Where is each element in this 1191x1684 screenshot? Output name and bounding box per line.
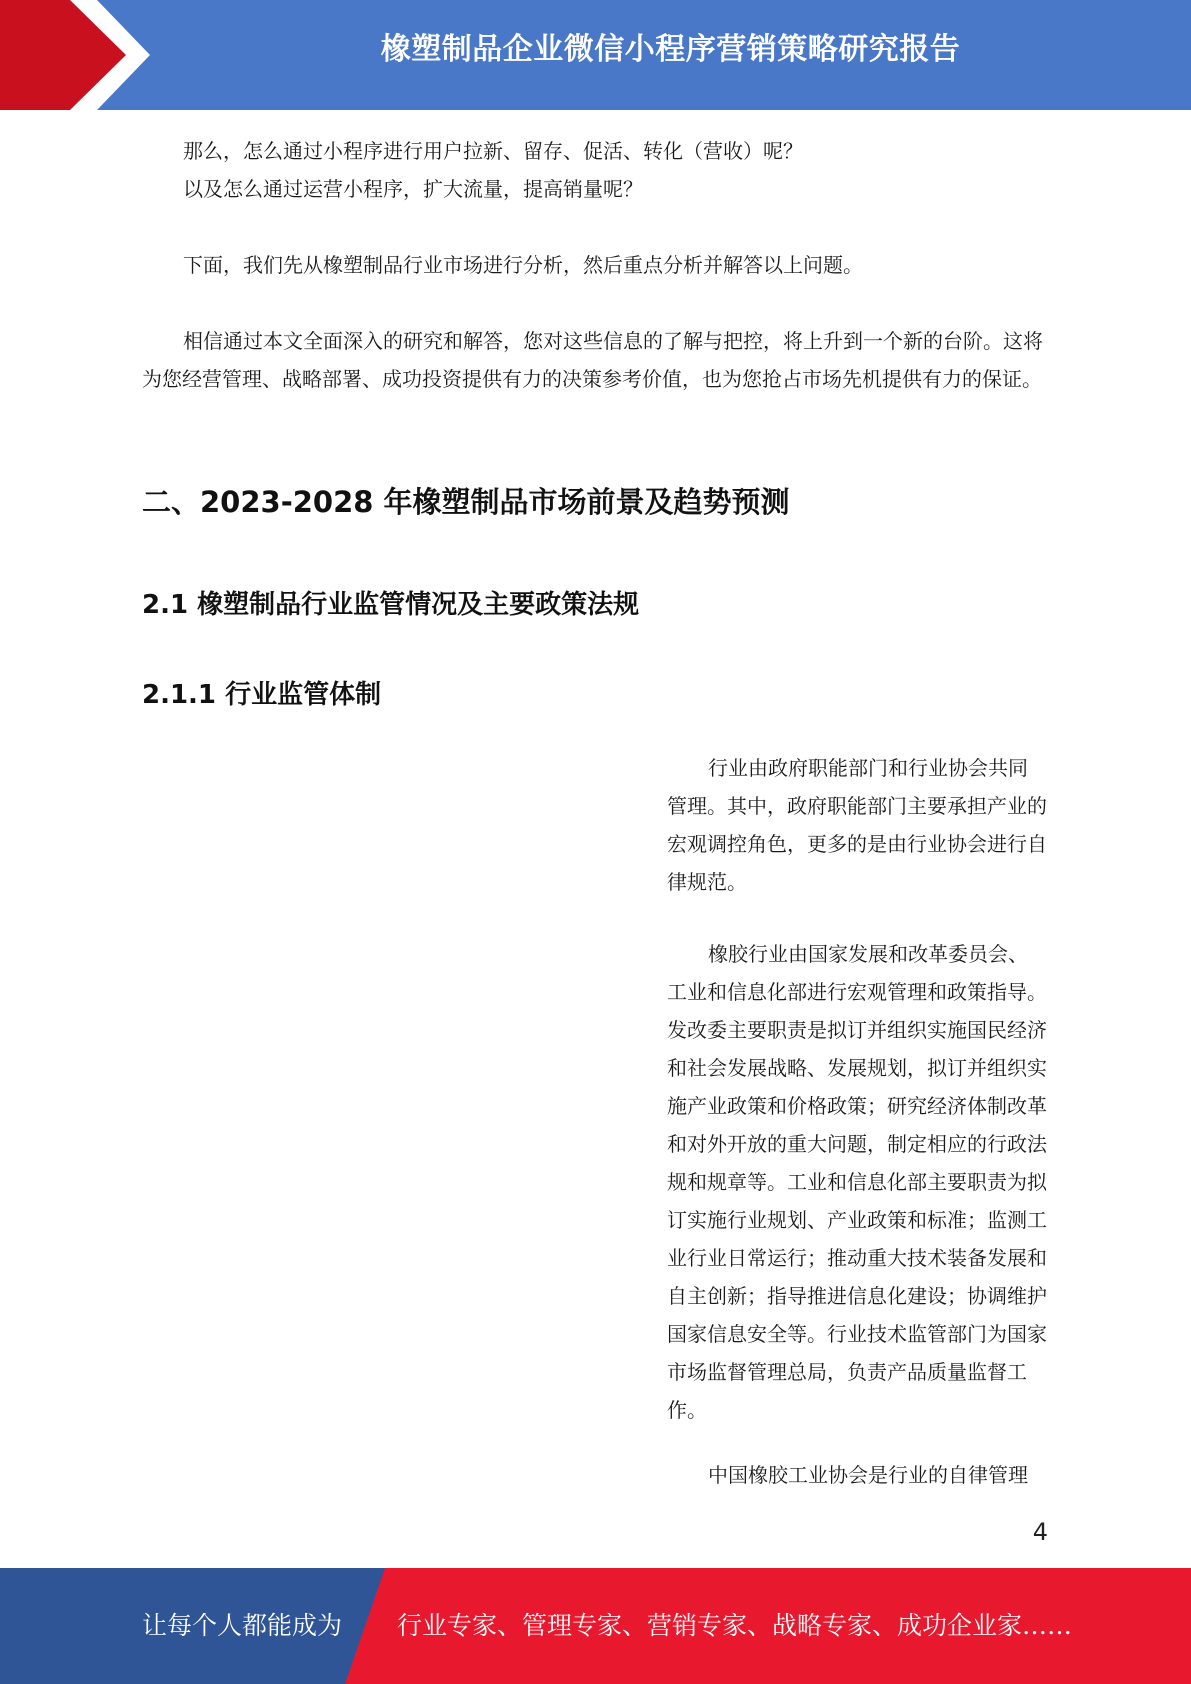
footer-slogan-left: 让每个人都能成为 — [142, 1611, 343, 1640]
subsubsection-heading: 2.1.1 行业监管体制 — [142, 680, 382, 710]
section-heading: 二、2023-2028 年橡塑制品市场前景及趋势预测 — [142, 485, 790, 519]
right-column-paragraph-1: 行业由政府职能部门和行业协会共同管理。其中，政府职能部门主要承担产业的宏观调控角色，更多的是由行业协会进行自律规范。 — [667, 756, 1047, 894]
footer-slogan-right: 行业专家、管理专家、营销专家、战略专家、成功企业家…… — [397, 1611, 1073, 1640]
page-header — [0, 0, 1191, 110]
report-title: 橡塑制品企业微信小程序营销策略研究报告 — [380, 32, 961, 67]
subsection-heading: 2.1 橡塑制品行业监管情况及主要政策法规 — [142, 590, 640, 620]
page-number: 4 — [1032, 1518, 1048, 1546]
right-column-paragraph-2: 橡胶行业由国家发展和改革委员会、工业和信息化部进行宏观管理和政策指导。发改委主要职责是拟订并组织实施国民经济和社会发展战略、发展规划，拟订并组织实施产业政策和价格政策；研究经济体制改革和对外开放的重大问题，制定相应的行政法规和规章等。工业和信息化部主要职责为拟订实施行业规划、产业政策和标准；监测工业行业日常运行；推动重大技术装备发展和自主创新；指导推进信息化建设；协调维护国家信息安全等。行业技术监管部门为国家市场监督管理总局，负责产品质量监督工作。 — [667, 942, 1047, 1422]
page-footer — [0, 1568, 1191, 1684]
header-chevron-icon — [0, 0, 150, 110]
intro-paragraph-4: 相信通过本文全面深入的研究和解答，您对这些信息的了解与把控，将上升到一个新的台阶。这将为您经营管理、战略部署、成功投资提供有力的决策参考价值，也为您抢占市场先机提供有力的保证。 — [142, 329, 1043, 391]
right-column-paragraph-3: 中国橡胶工业协会是行业的自律管理 — [708, 1463, 1028, 1487]
intro-line-2: 以及怎么通过运营小程序，扩大流量，提高销量呢？ — [183, 177, 643, 201]
intro-line-3: 下面，我们先从橡塑制品行业市场进行分析，然后重点分析并解答以上问题。 — [183, 253, 863, 277]
intro-line-1: 那么，怎么通过小程序进行用户拉新、留存、促活、转化（营收）呢？ — [183, 139, 803, 163]
